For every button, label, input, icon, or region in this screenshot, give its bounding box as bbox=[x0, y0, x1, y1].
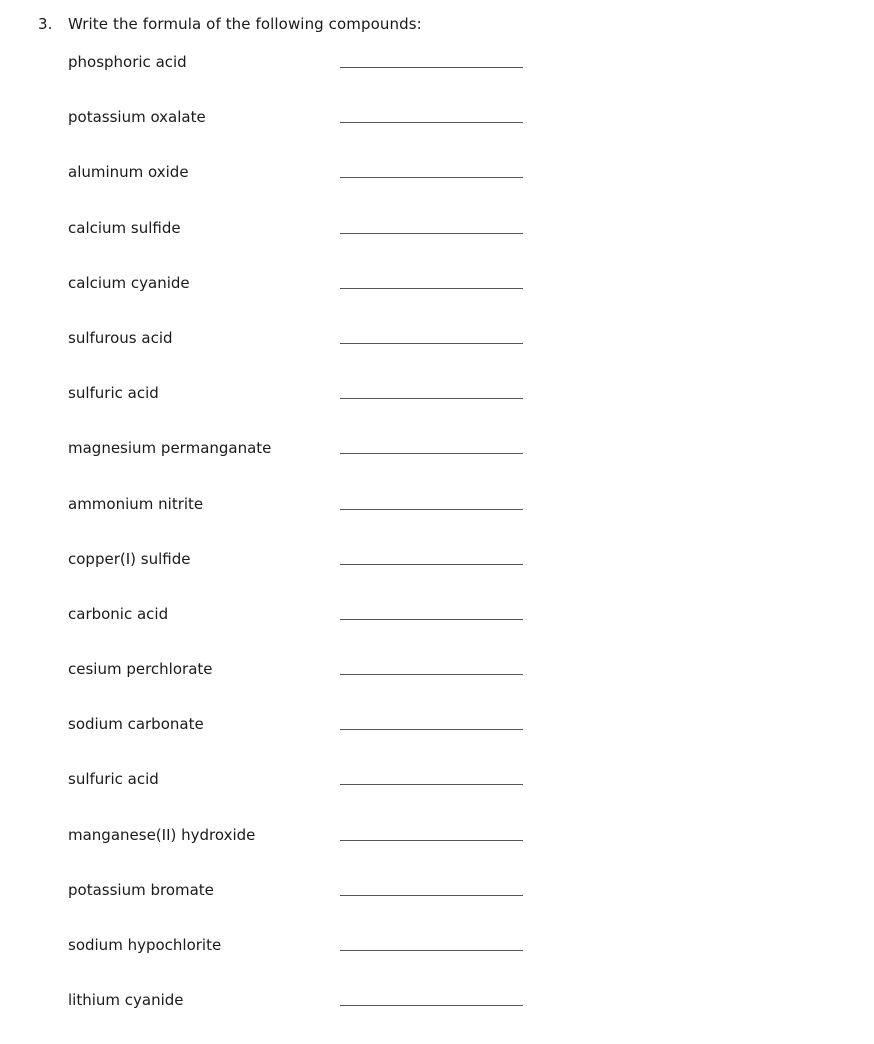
compound-row bbox=[68, 382, 528, 437]
compound-name: phosphoric acid bbox=[68, 53, 187, 71]
compound-row bbox=[68, 51, 528, 106]
answer-blank[interactable] bbox=[340, 784, 523, 785]
compound-row bbox=[68, 106, 528, 161]
compound-row bbox=[68, 327, 528, 382]
answer-blank[interactable] bbox=[340, 564, 523, 565]
answer-blank[interactable] bbox=[340, 177, 523, 178]
question-heading bbox=[38, 15, 422, 33]
compound-row bbox=[68, 603, 528, 658]
compound-name: calcium sulfide bbox=[68, 218, 181, 237]
compound-row bbox=[68, 989, 528, 1044]
answer-blank[interactable] bbox=[340, 122, 523, 123]
answer-blank[interactable] bbox=[340, 288, 523, 289]
question-number: 3. bbox=[38, 15, 53, 33]
answer-blank[interactable] bbox=[340, 453, 523, 454]
compound-name: sulfurous acid bbox=[68, 328, 173, 347]
compound-name: lithium cyanide bbox=[68, 991, 184, 1010]
compound-row bbox=[68, 934, 528, 989]
answer-blank[interactable] bbox=[340, 398, 523, 399]
answer-blank[interactable] bbox=[340, 509, 523, 510]
compound-name: carbonic acid bbox=[68, 604, 169, 623]
compound-name: aluminum oxide bbox=[68, 163, 189, 182]
compound-name: sodium hypochlorite bbox=[68, 936, 222, 954]
answer-blank[interactable] bbox=[340, 67, 523, 68]
compound-row bbox=[68, 161, 528, 216]
compound-list bbox=[68, 51, 528, 1044]
compound-row bbox=[68, 824, 528, 879]
answer-blank[interactable] bbox=[340, 233, 523, 234]
answer-blank[interactable] bbox=[340, 895, 523, 896]
compound-name: sulfuric acid bbox=[68, 770, 159, 789]
compound-name: calcium cyanide bbox=[68, 273, 190, 292]
compound-name: potassium oxalate bbox=[68, 108, 206, 127]
compound-row bbox=[68, 437, 528, 492]
compound-row bbox=[68, 713, 528, 768]
answer-blank[interactable] bbox=[340, 1005, 523, 1006]
answer-blank[interactable] bbox=[340, 840, 523, 841]
compound-name: copper(I) sulfide bbox=[68, 549, 191, 568]
question-prompt: Write the formula of the following compounds: bbox=[68, 15, 422, 33]
compound-name: manganese(II) hydroxide bbox=[68, 825, 256, 844]
answer-blank[interactable] bbox=[340, 674, 523, 675]
compound-name: potassium bromate bbox=[68, 880, 214, 899]
compound-row bbox=[68, 548, 528, 603]
compound-name: sodium carbonate bbox=[68, 715, 204, 734]
compound-row bbox=[68, 768, 528, 823]
compound-row bbox=[68, 272, 528, 327]
answer-blank[interactable] bbox=[340, 343, 523, 344]
compound-row bbox=[68, 217, 528, 272]
compound-row bbox=[68, 493, 528, 548]
compound-row bbox=[68, 658, 528, 713]
compound-name: sulfuric acid bbox=[68, 384, 159, 403]
compound-name: magnesium permanganate bbox=[68, 439, 272, 458]
compound-row bbox=[68, 879, 528, 934]
answer-blank[interactable] bbox=[340, 619, 523, 620]
answer-blank[interactable] bbox=[340, 729, 523, 730]
compound-name: cesium perchlorate bbox=[68, 660, 213, 679]
compound-name: ammonium nitrite bbox=[68, 494, 204, 513]
answer-blank[interactable] bbox=[340, 950, 523, 951]
